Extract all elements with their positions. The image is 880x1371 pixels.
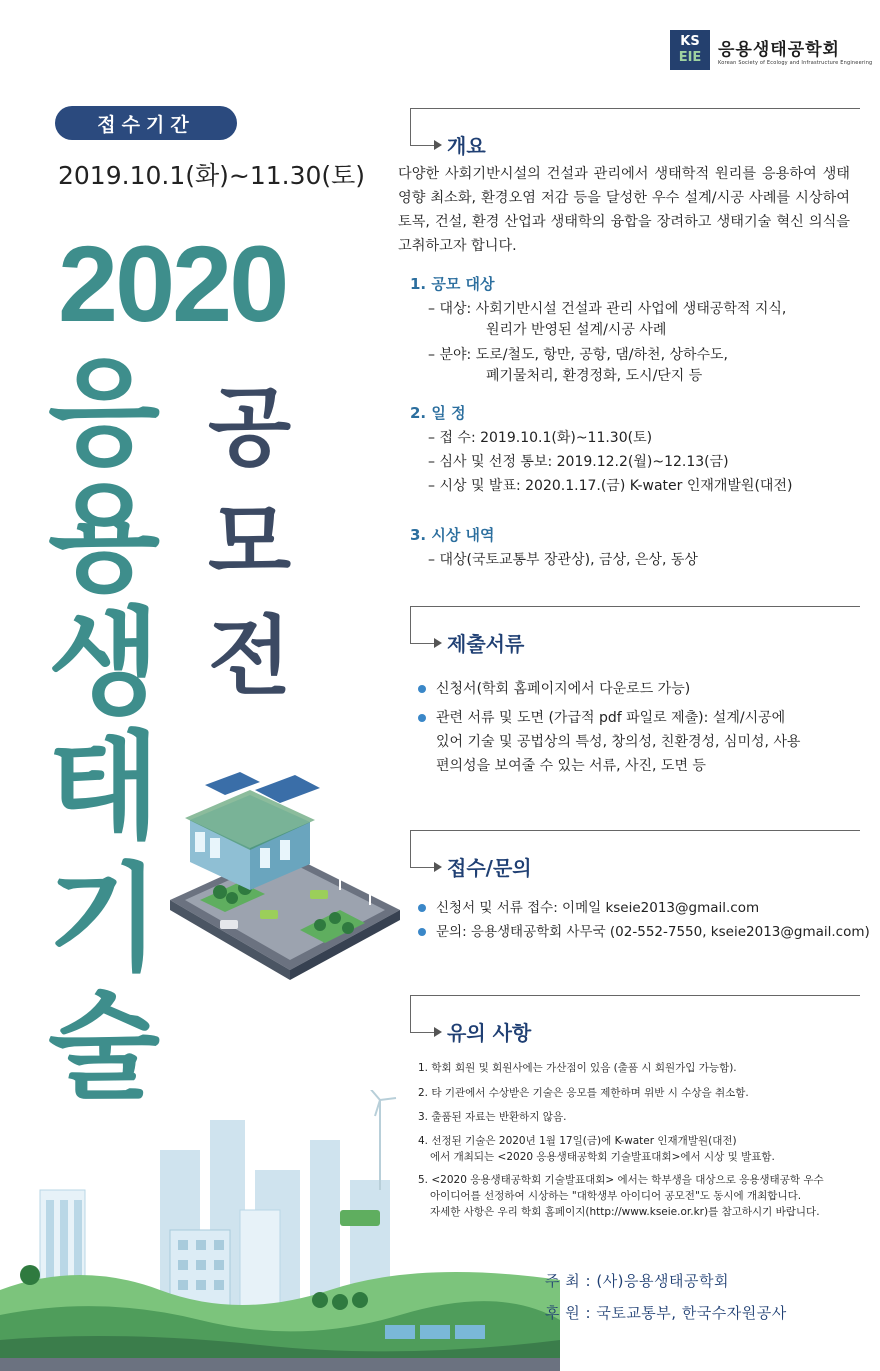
note-3: 3. 출품된 자료는 반환하지 않음.	[418, 1111, 567, 1123]
contact-hook	[410, 830, 411, 868]
contact-bullet-1	[418, 896, 759, 920]
field-line-2: 폐기물처리, 환경정화, 도시/단지 등	[486, 368, 703, 384]
documents-rule	[410, 606, 860, 607]
arrow-icon	[434, 638, 442, 648]
section-1-title: 1. 공모 대상	[410, 275, 495, 293]
notes-hook	[410, 995, 411, 1033]
title-char-2: 용	[48, 472, 161, 607]
documents-bullet-2-line-2: 있어 기술 및 공법상의 특성, 창의성, 친환경성, 심미성, 사용	[436, 734, 801, 750]
title-char-1: 응	[48, 346, 161, 481]
contact-rule	[410, 830, 860, 831]
note-4-line-1: 4. 선정된 기술은 2020년 1월 17일(금)에 K-water 인재개발원(대전)	[418, 1135, 737, 1147]
award-item: – 대상(국토교통부 장관상), 금상, 은상, 동상	[428, 552, 698, 568]
note-1: 1. 학회 회원 및 회원사에는 가산점이 있음 (출품 시 회원가입 가능함).	[418, 1062, 737, 1074]
contact-hook-foot	[410, 867, 435, 868]
note-4-line-2: 에서 개최되는 <2020 응용생태공학회 기술발표대회>에서 시상 및 발표함.	[430, 1151, 775, 1163]
logo-mark-bottom: EIE	[678, 50, 702, 65]
contact-bullet-1-text: 신청서 및 서류 접수: 이메일 kseie2013@gmail.com	[436, 900, 760, 916]
society-logo	[670, 30, 872, 70]
logo-name: 응용생태공학회	[718, 39, 840, 60]
note-5-line-1: 5. <2020 응용생태공학회 기술발표대회> 에서는 학부생을 대상으로 응용생태공학 우수	[418, 1174, 824, 1186]
host-line: 주 최 : (사)응용생태공학회	[545, 1272, 729, 1290]
contest-char-1: 공	[208, 378, 292, 478]
note-2: 2. 타 기관에서 수상받은 기술은 응모를 제한하며 위반 시 수상을 취소함.	[418, 1087, 749, 1099]
title-char-6: 술	[48, 980, 161, 1115]
contact-bullet-2-text: 문의: 응용생태공학회 사무국 (02-552-7550, kseie2013@gmail.com)	[436, 924, 870, 940]
bullet-icon	[418, 904, 426, 912]
notes-rule	[410, 995, 860, 996]
documents-bullet-2	[418, 706, 785, 730]
title-char-5: 기	[48, 852, 161, 987]
title-year: 2020	[58, 223, 287, 344]
note-5-line-2: 아이디어를 선정하여 시상하는 "대학생부 아이디어 공모전"도 동시에 개최합니다.	[430, 1190, 802, 1202]
overview-hook-foot	[410, 145, 435, 146]
target-line-2: 원리가 반영된 설계/시공 사례	[486, 322, 667, 338]
period-label: 접수기간	[55, 106, 237, 140]
logo-mark	[670, 30, 710, 70]
eco-building-illustration	[160, 760, 410, 990]
documents-heading: 제출서류	[447, 632, 525, 656]
contest-char-3: 전	[208, 607, 292, 707]
logo-subtitle: Korean Society of Ecology and Infrastructure Engineering	[718, 59, 873, 66]
notes-hook-foot	[410, 1032, 435, 1033]
period-dates: 2019.10.1(화)~11.30(토)	[58, 161, 366, 190]
arrow-icon	[434, 140, 442, 150]
arrow-icon	[434, 862, 442, 872]
documents-hook-foot	[410, 643, 435, 644]
schedule-item-2: – 심사 및 선정 통보: 2019.12.2(월)~12.13(금)	[428, 454, 729, 470]
bullet-icon	[418, 928, 426, 936]
title-char-3: 생	[48, 596, 161, 731]
section-2-title: 2. 일 정	[410, 404, 466, 422]
bullet-icon	[418, 714, 426, 722]
notes-heading: 유의 사항	[447, 1021, 532, 1045]
contest-char-2: 모	[208, 493, 292, 593]
overview-heading: 개요	[447, 134, 486, 158]
documents-hook	[410, 606, 411, 644]
documents-bullet-1-text: 신청서(학회 홈페이지에서 다운로드 가능)	[436, 681, 691, 697]
bullet-icon	[418, 685, 426, 693]
schedule-item-3: – 시상 및 발표: 2020.1.17.(금) K-water 인재개발원(대전)	[428, 478, 793, 494]
section-3-title: 3. 시상 내역	[410, 526, 495, 544]
overview-rule	[410, 108, 860, 109]
overview-hook	[410, 108, 411, 146]
sponsor-line: 후 원 : 국토교통부, 한국수자원공사	[545, 1304, 787, 1322]
logo-mark-top: KS	[680, 34, 700, 49]
title-char-4: 태	[48, 720, 161, 855]
note-5-line-3: 자세한 사항은 우리 학회 홈페이지(http://www.kseie.or.kr)를 참고하시기 바랍니다.	[430, 1206, 820, 1218]
contact-heading: 접수/문의	[447, 856, 532, 880]
overview-text: 다양한 사회기반시설의 건설과 관리에서 생태학적 원리를 응용하여 생태 영향 최소화, 환경오염 저감 등을 달성한 우수 설계/시공 사례를 시상하여 토목, 건설, 환경 산업과 생태학의 융합을 장려하고 생태기술 혁신 의식을 고취하고자 합니다.	[398, 166, 850, 254]
documents-bullet-2-line-3: 편의성을 보여줄 수 있는 서류, 사진, 도면 등	[436, 758, 706, 774]
target-line: – 대상: 사회기반시설 건설과 관리 사업에 생태공학적 지식,	[428, 301, 787, 317]
schedule-item-1: – 접 수: 2019.10.1(화)~11.30(토)	[428, 430, 653, 446]
field-line: – 분야: 도로/철도, 항만, 공항, 댐/하천, 상하수도,	[428, 347, 729, 363]
contact-bullet-2	[418, 920, 870, 944]
arrow-icon	[434, 1027, 442, 1037]
documents-bullet-1	[418, 677, 690, 701]
documents-bullet-2-line-1: 관련 서류 및 도면 (가급적 pdf 파일로 제출): 설계/시공에	[436, 710, 786, 726]
